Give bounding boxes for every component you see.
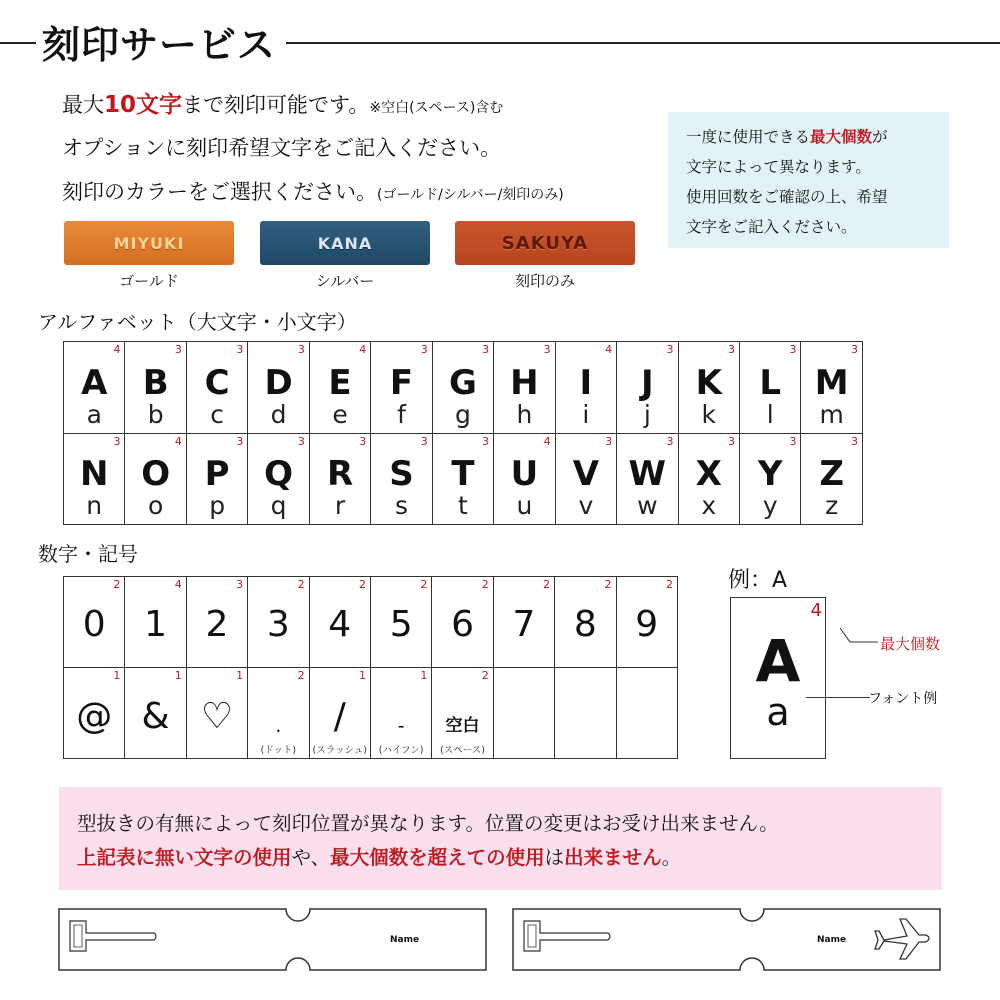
max-count-badge: 4 xyxy=(174,578,182,591)
max-count-badge: 3 xyxy=(236,343,244,356)
max-count-badge: 3 xyxy=(666,343,674,356)
max-count-badge: 1 xyxy=(174,669,182,682)
lowercase-letter: l xyxy=(766,399,774,429)
title-rule-left xyxy=(0,42,36,44)
swatch-silver: KANA xyxy=(260,221,430,265)
digits-row xyxy=(64,577,678,668)
digit-cell xyxy=(64,577,125,668)
letter-cell xyxy=(617,342,678,434)
lowercase-letter: e xyxy=(332,399,348,429)
symbol-cell xyxy=(186,668,247,759)
lowercase-letter: d xyxy=(270,399,287,429)
lowercase-letter: f xyxy=(397,399,406,429)
digit-cell xyxy=(616,577,677,668)
swatch-label-gold: ゴールド xyxy=(119,272,179,290)
usage-notice-box xyxy=(668,112,949,248)
digit-cell xyxy=(248,577,309,668)
uppercase-letter: Z xyxy=(819,454,845,494)
uppercase-letter: P xyxy=(204,454,230,494)
letter-cell xyxy=(494,342,555,434)
max-count-badge: 2 xyxy=(420,578,428,591)
uppercase-letter: V xyxy=(572,454,600,494)
max-count-badge: 2 xyxy=(297,578,305,591)
max-count-badge: 1 xyxy=(236,669,244,682)
max-count-badge: 3 xyxy=(789,343,797,356)
example-box xyxy=(730,597,826,759)
notice-highlight: 最大個数 xyxy=(810,128,873,146)
lowercase-letter: s xyxy=(394,491,408,520)
max-count-badge: 3 xyxy=(174,343,182,356)
strap-diagram-plain xyxy=(58,907,488,973)
max-count-badge: 3 xyxy=(359,435,367,448)
uppercase-letter: E xyxy=(328,362,352,403)
uppercase-letter: L xyxy=(759,362,782,403)
lowercase-letter: t xyxy=(458,491,468,520)
lowercase-letter: a xyxy=(86,399,102,429)
title-rule-right xyxy=(286,42,1000,44)
uppercase-letter: X xyxy=(695,454,722,494)
max-count-badge: 4 xyxy=(113,343,121,356)
strap-name-airplane: Name xyxy=(817,935,847,945)
uppercase-letter: O xyxy=(141,454,171,494)
max-count-badge: 3 xyxy=(727,343,735,356)
digit-cell xyxy=(432,577,493,668)
notice-line-2: 文字によって異なります。 xyxy=(686,158,871,176)
max-count-badge: 2 xyxy=(481,578,489,591)
uppercase-letter: D xyxy=(264,362,293,403)
max-count-badge: 3 xyxy=(236,435,244,448)
letter-cell xyxy=(494,434,555,525)
numbers-table xyxy=(63,576,678,759)
letter-cell xyxy=(371,434,432,525)
symbol-note: (スペース) xyxy=(440,745,486,756)
uppercase-letter: K xyxy=(695,362,722,403)
intro-text: まで刻印可能です。 xyxy=(182,93,370,117)
max-count-badge: 2 xyxy=(666,578,673,591)
uppercase-letter: R xyxy=(326,454,354,494)
lowercase-letter: h xyxy=(516,399,533,429)
strap-name-plain: Name xyxy=(390,935,420,945)
lowercase-letter: g xyxy=(455,399,471,429)
uppercase-letter: F xyxy=(389,362,414,403)
font-example-label: フォント例 xyxy=(868,691,938,707)
letter-cell xyxy=(617,434,678,525)
intro-line-1 xyxy=(62,86,503,119)
warning-highlight: 出来ません xyxy=(564,846,662,869)
digit-char: 2 xyxy=(205,604,229,645)
uppercase-letter: S xyxy=(389,454,414,494)
digit-cell xyxy=(493,577,554,668)
swatch-engrave-only: SAKUYA xyxy=(455,221,635,265)
uppercase-letter: W xyxy=(628,454,667,494)
count-leader-line xyxy=(840,626,880,646)
lowercase-letter: y xyxy=(762,491,778,520)
symbol-char: / xyxy=(333,696,346,737)
max-count-badge: 2 xyxy=(358,578,366,591)
digit-cell xyxy=(370,577,431,668)
uppercase-letter: Q xyxy=(264,454,294,494)
symbols-row xyxy=(64,668,678,759)
empty-cell xyxy=(616,668,677,759)
digit-char: 3 xyxy=(266,604,290,645)
symbol-char: . xyxy=(275,715,282,737)
digit-char: 7 xyxy=(512,604,536,645)
max-count-badge: 3 xyxy=(297,343,305,356)
swatch-label-engrave-only: 刻印のみ xyxy=(514,272,575,290)
letter-cell xyxy=(555,342,616,434)
lowercase-letter: w xyxy=(637,491,658,520)
intro-line-2: オプションに刻印希望文字をご記入ください。 xyxy=(62,136,502,160)
letter-cell xyxy=(432,342,493,434)
empty-cell xyxy=(555,668,616,759)
uppercase-letter: I xyxy=(579,362,593,403)
uppercase-letter: G xyxy=(448,362,477,403)
digit-char: 1 xyxy=(144,604,168,645)
max-count-badge: 3 xyxy=(543,343,551,356)
uppercase-letter: A xyxy=(81,362,108,403)
digit-char: 5 xyxy=(389,604,413,645)
alphabet-section-label: アルファベット（大文字・小文字） xyxy=(38,310,357,334)
max-count-label: 最大個数 xyxy=(880,635,941,653)
empty-cell xyxy=(493,668,554,759)
letter-cell xyxy=(248,434,309,525)
max-count-badge: 2 xyxy=(297,669,305,682)
alphabet-row-1 xyxy=(64,342,863,434)
warning-highlight: 上記表に無い文字の使用 xyxy=(77,846,292,869)
letter-cell xyxy=(739,342,800,434)
intro-text: 最大 xyxy=(62,93,104,117)
numbers-section-label: 数字・記号 xyxy=(38,542,138,566)
symbol-char: @ xyxy=(76,696,113,737)
max-chars-highlight: 10文字 xyxy=(104,92,183,118)
max-count-badge: 1 xyxy=(113,669,121,682)
max-count-badge: 4 xyxy=(605,343,613,356)
max-count-badge: 3 xyxy=(113,435,121,448)
lowercase-letter: k xyxy=(701,399,716,429)
digit-char: 9 xyxy=(635,604,659,645)
max-count-badge: 2 xyxy=(481,669,489,682)
max-count-badge: 3 xyxy=(420,435,428,448)
symbol-char: & xyxy=(141,696,170,737)
lowercase-letter: r xyxy=(334,491,346,520)
letter-cell xyxy=(64,434,125,525)
letter-cell xyxy=(432,434,493,525)
uppercase-letter: M xyxy=(814,362,849,403)
letter-cell xyxy=(125,342,186,434)
lowercase-letter: x xyxy=(701,491,717,520)
digit-cell xyxy=(186,577,247,668)
letter-cell xyxy=(739,434,800,525)
space-note: ※空白(スペース)含む xyxy=(369,100,504,116)
lowercase-letter: o xyxy=(148,491,164,520)
example-count: 4 xyxy=(810,600,822,621)
uppercase-letter: U xyxy=(510,454,539,494)
swatch-label-silver: シルバー xyxy=(315,272,375,290)
lowercase-letter: m xyxy=(819,399,844,429)
digit-cell xyxy=(555,577,616,668)
letter-cell xyxy=(309,434,370,525)
symbol-cell xyxy=(125,668,186,759)
max-count-badge: 3 xyxy=(851,343,858,356)
max-count-badge: 2 xyxy=(604,578,612,591)
example-title: 例：A xyxy=(728,568,788,593)
symbol-char: ♡ xyxy=(200,696,234,737)
max-count-badge: 1 xyxy=(358,669,366,682)
letter-cell xyxy=(125,434,186,525)
uppercase-letter: J xyxy=(640,362,654,403)
digit-cell xyxy=(125,577,186,668)
notice-line-1: 一度に使用できる最大個数が xyxy=(686,128,888,146)
uppercase-letter: Y xyxy=(757,454,783,494)
example-lowercase: a xyxy=(766,690,790,734)
max-count-badge: 3 xyxy=(666,435,674,448)
symbol-char: 空白 xyxy=(445,716,480,736)
lowercase-letter: v xyxy=(578,491,594,520)
lowercase-letter: i xyxy=(582,399,590,429)
symbol-cell xyxy=(432,668,493,759)
letter-cell xyxy=(801,434,863,525)
intro-text: 刻印のカラーをご選択ください。 xyxy=(62,180,377,204)
symbol-note: (スラッシュ) xyxy=(312,745,368,756)
letter-cell xyxy=(186,342,247,434)
warning-line-2: 上記表に無い文字の使用や、最大個数を超えての使用は出来ません。 xyxy=(77,846,682,869)
uppercase-letter: N xyxy=(79,454,109,494)
symbol-cell xyxy=(309,668,370,759)
max-count-badge: 3 xyxy=(727,435,735,448)
max-count-badge: 3 xyxy=(236,578,244,591)
notice-line-3: 使用回数をご確認の上、希望 xyxy=(686,188,888,206)
lowercase-letter: c xyxy=(210,399,224,429)
letter-cell xyxy=(555,434,616,525)
letter-cell xyxy=(248,342,309,434)
symbol-char: - xyxy=(397,715,405,737)
alphabet-table xyxy=(63,341,863,525)
swatch-gold: MIYUKI xyxy=(64,221,234,265)
strap-diagram-airplane xyxy=(512,907,942,973)
symbol-cell xyxy=(248,668,309,759)
digit-char: 0 xyxy=(82,604,106,645)
uppercase-letter: C xyxy=(204,362,230,403)
lowercase-letter: j xyxy=(643,399,651,429)
uppercase-letter: B xyxy=(142,362,169,403)
max-count-badge: 4 xyxy=(359,343,367,356)
max-count-badge: 3 xyxy=(482,435,490,448)
warning-box xyxy=(59,787,942,890)
max-count-badge: 3 xyxy=(482,343,490,356)
symbol-note: (ハイフン) xyxy=(378,745,424,756)
uppercase-letter: H xyxy=(510,362,539,403)
letter-cell xyxy=(309,342,370,434)
uppercase-letter: T xyxy=(451,454,475,494)
color-options-note: (ゴールド/シルバー/刻印のみ) xyxy=(377,187,564,203)
font-leader-line xyxy=(806,697,870,698)
page-title: 刻印サービス xyxy=(42,23,277,67)
lowercase-letter: z xyxy=(825,491,839,520)
letter-cell xyxy=(801,342,863,434)
digit-cell xyxy=(309,577,370,668)
max-count-badge: 4 xyxy=(543,435,551,448)
lowercase-letter: u xyxy=(516,491,533,520)
letter-cell xyxy=(371,342,432,434)
digit-char: 4 xyxy=(328,604,352,645)
symbol-cell xyxy=(64,668,125,759)
max-count-badge: 3 xyxy=(605,435,613,448)
letter-cell xyxy=(678,434,739,525)
max-count-badge: 4 xyxy=(174,435,182,448)
lowercase-letter: q xyxy=(270,491,287,520)
intro-line-3 xyxy=(62,176,564,206)
lowercase-letter: p xyxy=(209,491,226,520)
warning-line-1: 型抜きの有無によって刻印位置が異なります。位置の変更はお受け出来ません。 xyxy=(77,812,779,835)
notice-line-4: 文字をご記入ください。 xyxy=(686,218,857,236)
lowercase-letter: n xyxy=(86,491,103,520)
symbol-cell xyxy=(370,668,431,759)
alphabet-row-2 xyxy=(64,434,863,525)
max-count-badge: 2 xyxy=(113,578,121,591)
max-count-badge: 3 xyxy=(789,435,797,448)
symbol-note: (ドット) xyxy=(260,745,297,756)
letter-cell xyxy=(186,434,247,525)
max-count-badge: 1 xyxy=(420,669,428,682)
warning-highlight: 最大個数を超えての使用 xyxy=(330,846,545,869)
max-count-badge: 3 xyxy=(297,435,305,448)
letter-cell xyxy=(64,342,125,434)
example-uppercase: A xyxy=(755,627,801,695)
digit-char: 6 xyxy=(451,604,474,645)
digit-char: 8 xyxy=(573,604,597,645)
letter-cell xyxy=(678,342,739,434)
max-count-badge: 2 xyxy=(543,578,551,591)
max-count-badge: 3 xyxy=(851,435,858,448)
lowercase-letter: b xyxy=(147,399,164,429)
max-count-badge: 3 xyxy=(420,343,428,356)
